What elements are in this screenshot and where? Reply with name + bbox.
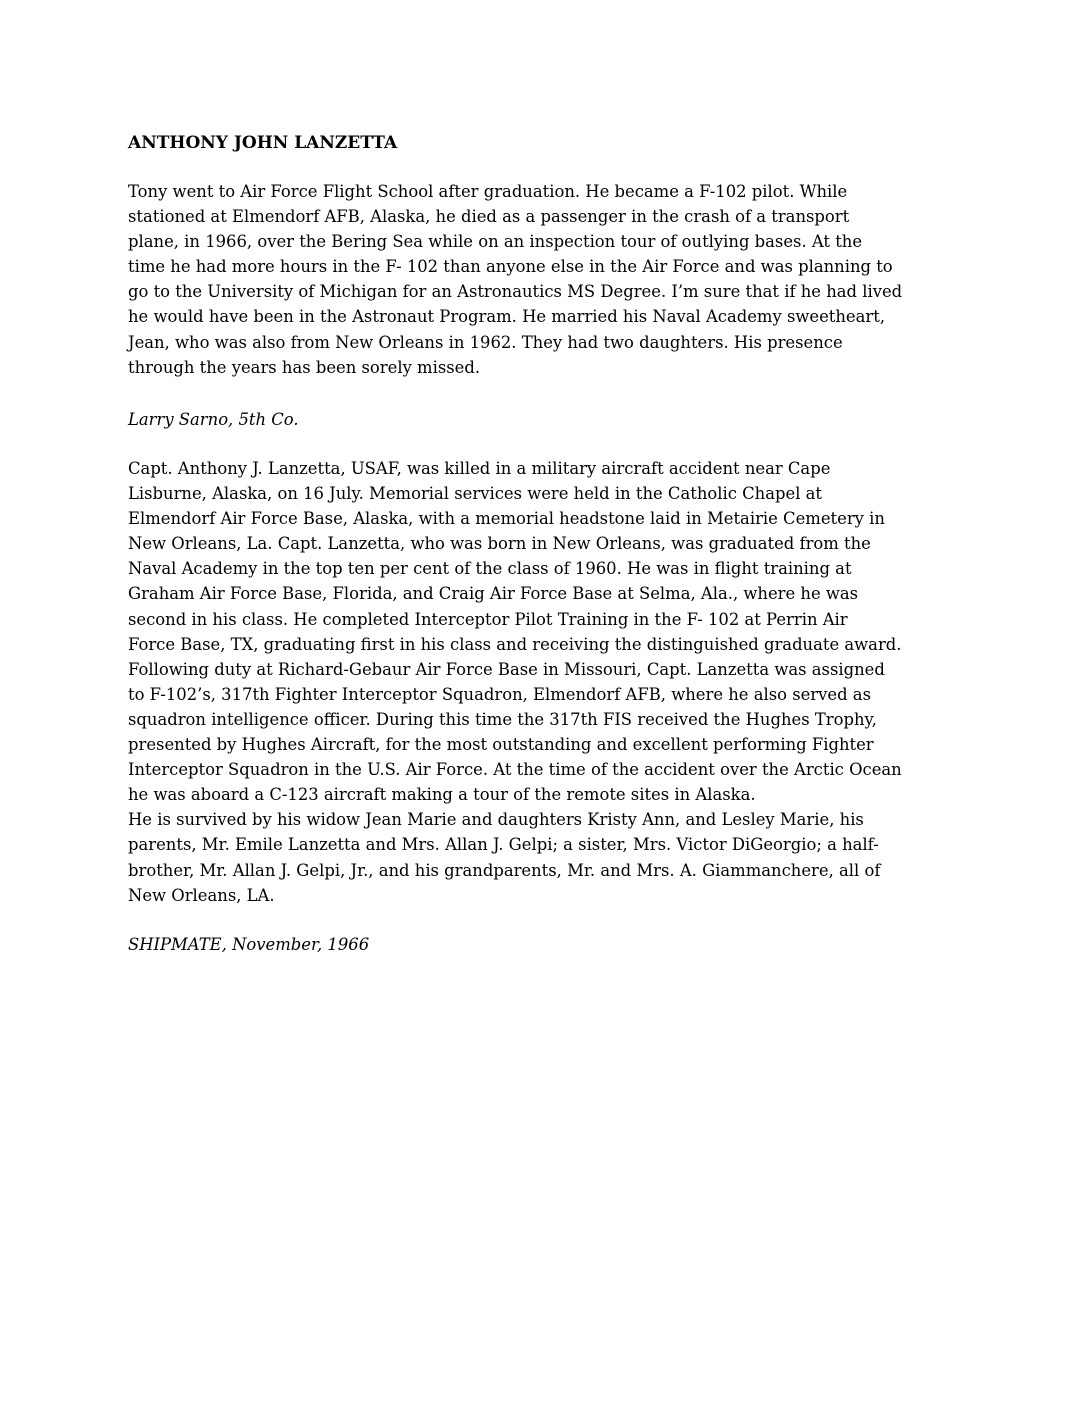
text-line: New Orleans, La. Capt. Lanzetta, who was born in New Orleans, was graduated from the <box>128 534 871 554</box>
source-credit: SHIPMATE, November, 1966 <box>128 935 370 954</box>
text-line: Interceptor Squadron in the U.S. Air Force. At the time of the accident over the Arctic Ocean <box>128 760 902 780</box>
text-line: time he had more hours in the F- 102 than anyone else in the Air Force and was planning to <box>128 257 893 277</box>
text-line: Graham Air Force Base, Florida, and Craig Air Force Base at Selma, Ala., where he was <box>128 584 859 604</box>
text-line: parents, Mr. Emile Lanzetta and Mrs. Allan J. Gelpi; a sister, Mrs. Victor DiGeorgio; a half- <box>128 835 879 855</box>
text-line: squadron intelligence officer. During this time the 317th FIS received the Hughes Trophy, <box>128 709 877 729</box>
text-line: Jean, who was also from New Orleans in 1962. They had two daughters. His presence <box>128 332 843 352</box>
tribute-author-credit: Larry Sarno, 5th Co. <box>128 410 299 429</box>
text-line: Naval Academy in the top ten per cent of the class of 1960. He was in flight training at <box>128 559 852 579</box>
text-line: Capt. Anthony J. Lanzetta, USAF, was killed in a military aircraft accident near Cape <box>128 459 831 478</box>
text-line: Elmendorf Air Force Base, Alaska, with a memorial headstone laid in Metairie Cemetery in <box>128 509 885 529</box>
tribute-paragraph <box>128 179 902 380</box>
text-line: He is survived by his widow Jean Marie and daughters Kristy Ann, and Lesley Marie, his <box>128 810 864 830</box>
text-line: second in his class. He completed Interceptor Pilot Training in the F- 102 at Perrin Air <box>128 609 848 629</box>
text-line: he was aboard a C-123 aircraft making a tour of the remote sites in Alaska. <box>128 785 756 805</box>
document-title: ANTHONY JOHN LANZETTA <box>128 133 398 153</box>
text-line: Force Base, TX, graduating first in his class and receiving the distinguished graduate award. <box>128 634 902 654</box>
text-line: Lisburne, Alaska, on 16 July. Memorial services were held in the Catholic Chapel at <box>128 484 823 504</box>
text-line: to F-102’s, 317th Fighter Interceptor Squadron, Elmendorf AFB, where he also served as <box>128 684 871 704</box>
text-line: stationed at Elmendorf AFB, Alaska, he died as a passenger in the crash of a transport <box>128 207 850 227</box>
text-line: plane, in 1966, over the Bering Sea while on an inspection tour of outlying bases. At the <box>128 232 863 252</box>
obituary-paragraph <box>128 456 902 908</box>
text-line: through the years has been sorely missed. <box>128 357 481 377</box>
text-line: Tony went to Air Force Flight School after graduation. He became a F-102 pilot. While <box>128 182 848 201</box>
text-line: go to the University of Michigan for an Astronautics MS Degree. I’m sure that if he had lived <box>128 282 903 302</box>
text-line: presented by Hughes Aircraft, for the most outstanding and excellent performing Fighter <box>128 735 874 755</box>
text-line: he would have been in the Astronaut Program. He married his Naval Academy sweetheart, <box>128 307 886 327</box>
text-line: brother, Mr. Allan J. Gelpi, Jr., and his grandparents, Mr. and Mrs. A. Giammanchere, all of <box>128 860 881 880</box>
text-line: New Orleans, LA. <box>128 885 275 905</box>
text-line: Following duty at Richard-Gebaur Air Force Base in Missouri, Capt. Lanzetta was assigned <box>128 659 885 679</box>
